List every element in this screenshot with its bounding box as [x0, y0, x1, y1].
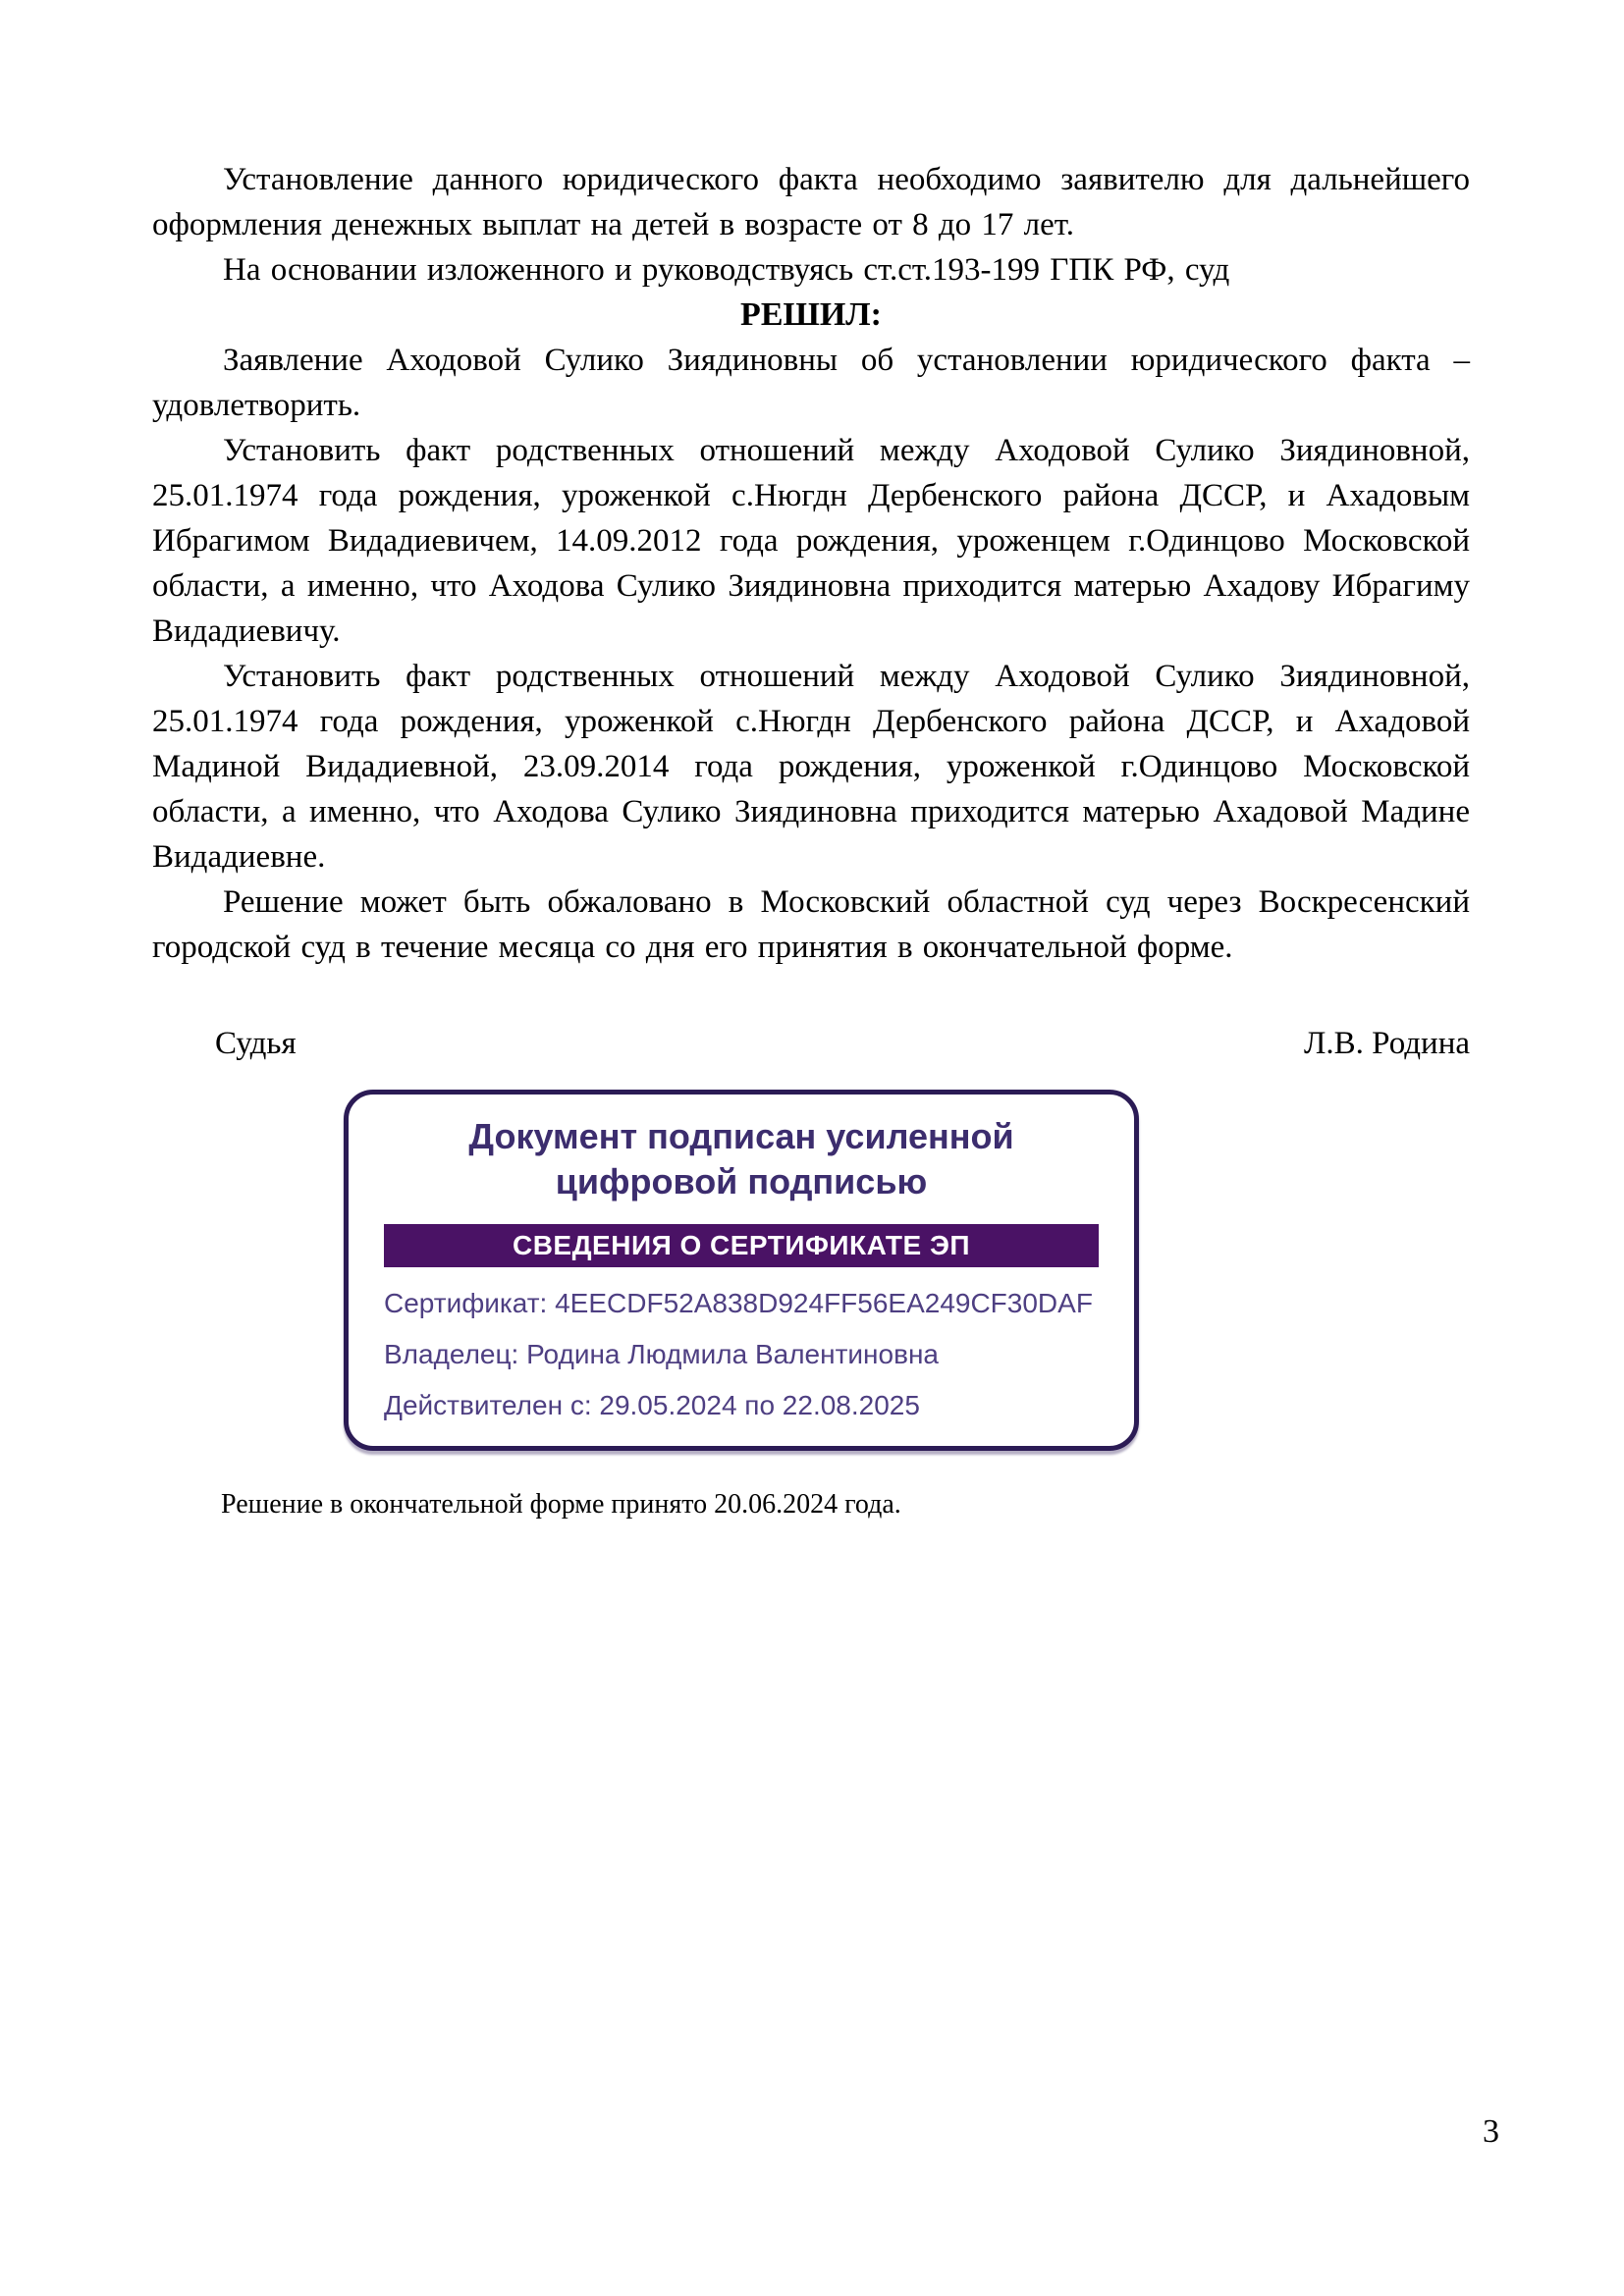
- final-form-note: Решение в окончательной форме принято 20.06.2024 года.: [221, 1489, 901, 1520]
- document-body: [152, 157, 1470, 1522]
- paragraph-application-granted: Заявление Аходовой Сулико Зиядиновны об установлении юридического факта – удовлетворить.: [152, 343, 1470, 423]
- judge-role-label: Судья: [215, 1026, 297, 1061]
- judge-name: Л.В. Родина: [1304, 1026, 1470, 1061]
- stamp-certificate-banner: СВЕДЕНИЯ О СЕРТИФИКАТЕ ЭП: [384, 1224, 1099, 1267]
- stamp-title: Документ подписан усиленной цифровой подписью: [468, 1116, 1014, 1201]
- stamp-certificate-number: Сертификат: 4EECDF52A838D924FF56EA249CF30DAF: [384, 1288, 1093, 1318]
- paragraph-appeal-terms: Решение может быть обжаловано в Московский областной суд через Воскресенский городской суд в течение месяца со дня его принятия в окончательной форме.: [152, 884, 1470, 965]
- stamp-owner: Владелец: Родина Людмила Валентиновна: [384, 1339, 939, 1369]
- page-number: 3: [1483, 2113, 1499, 2150]
- paragraph-establishment-purpose: Установление данного юридического факта необходимо заявителю для дальнейшего оформления денежных выплат на детей в возрасте от 8 до 17 лет.: [152, 162, 1470, 242]
- paragraph-legal-basis: На основании изложенного и руководствуясь ст.ст.193-199 ГПК РФ, суд: [223, 252, 1230, 288]
- resolution-heading: РЕШИЛ:: [740, 296, 882, 333]
- digital-signature-stamp: [344, 1090, 1139, 1451]
- paragraph-fact-son: Установить факт родственных отношений между Аходовой Сулико Зиядиновной, 25.01.1974 года рождения, уроженкой с.Нюгдн Дербенского района ДССР, и Ахадовым Ибрагимом Видадиевичем, 14.09.2012 года рождения, уроженцем г.Одинцово Московской области, а именно, что Аходова Сулико Зиядиновна приходится матерью Ахадову Ибрагиму Видадиевичу.: [152, 433, 1470, 649]
- paragraph-fact-daughter: Установить факт родственных отношений между Аходовой Сулико Зиядиновной, 25.01.1974 года рождения, уроженкой с.Нюгдн Дербенского района ДССР, и Ахадовой Мадиной Видадиевной, 23.09.2014 года рождения, уроженкой г.Одинцово Московской области, а именно, что Аходова Сулико Зиядиновна приходится матерью Ахадовой Мадине Видадиевне.: [152, 659, 1470, 875]
- stamp-validity-period: Действителен с: 29.05.2024 по 22.08.2025: [384, 1390, 920, 1420]
- signature-row: [152, 1021, 1470, 1066]
